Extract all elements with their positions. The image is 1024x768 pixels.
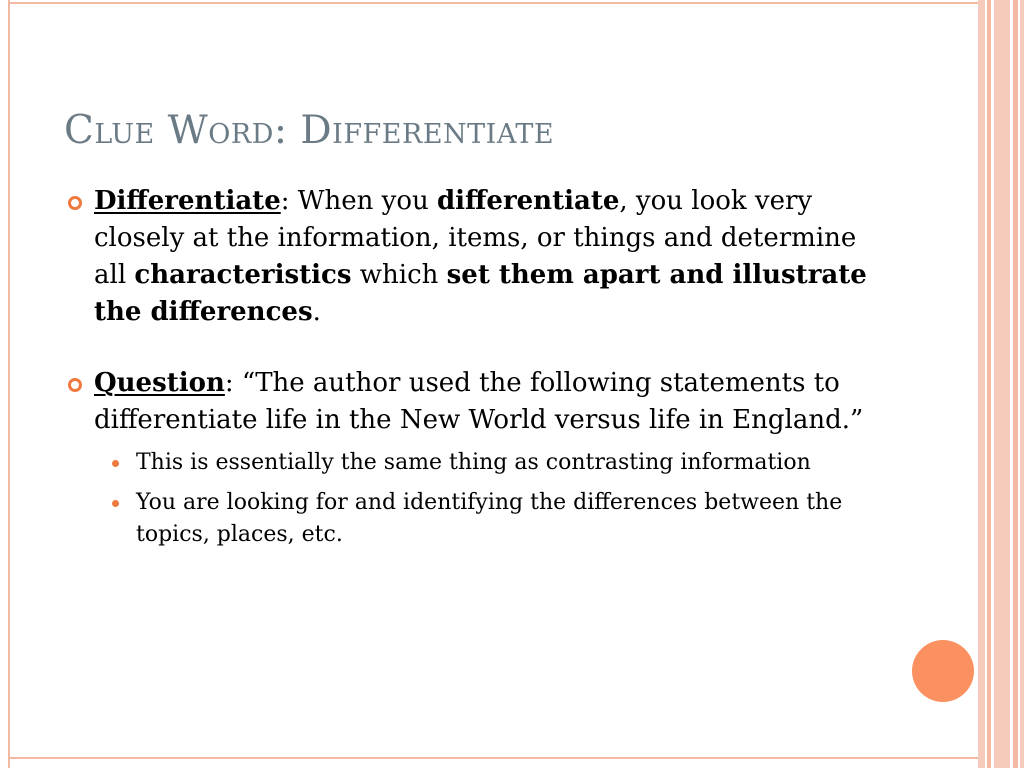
ring-bullet-icon: [68, 196, 82, 210]
term-question: Question: [94, 368, 225, 398]
sub-bullet-list: [104, 447, 884, 551]
term-differentiate: Differentiate: [94, 186, 281, 216]
sub-bullet-item: [104, 487, 884, 551]
frame-bottom-line: [8, 757, 978, 759]
bullet-definition: [64, 183, 884, 331]
definition-text-4: .: [312, 297, 321, 327]
question-text: “The author used the following statements to differentiate life in the New World versus life in England.”: [94, 368, 864, 435]
term-separator: :: [280, 186, 290, 216]
sub-bullet-item: [104, 447, 884, 479]
definition-text-3: which: [351, 260, 447, 290]
sub-bullet-text: This is essentially the same thing as contrasting information: [136, 450, 811, 475]
slide-content: [64, 183, 884, 559]
frame-right-bar: [1020, 0, 1024, 768]
definition-bold-1: differentiate: [437, 186, 620, 216]
frame-top-line: [8, 2, 978, 4]
dot-bullet-icon: [112, 500, 119, 507]
definition-text-1: When you: [289, 186, 437, 216]
frame-right-bar: [1013, 0, 1018, 768]
definition-text-2: , you look very closely at the information, items, or things and determine all: [94, 186, 857, 290]
frame-left-line: [8, 0, 10, 768]
decorative-circle: [912, 640, 974, 702]
definition-bold-3: set them apart and illustrate the differences: [94, 260, 867, 327]
ring-bullet-icon: [68, 378, 82, 392]
frame-right-bar: [978, 0, 985, 768]
definition-bold-2: characteristics: [134, 260, 352, 290]
sub-bullet-text: You are looking for and identifying the differences between the topics, places, etc.: [136, 490, 843, 547]
dot-bullet-icon: [112, 460, 119, 467]
slide-title: Clue Word: Differentiate: [64, 108, 555, 153]
frame-right-bar: [994, 0, 1010, 768]
frame-right-bar: [987, 0, 991, 768]
term-separator: :: [224, 368, 234, 398]
bullet-question: [64, 365, 884, 551]
